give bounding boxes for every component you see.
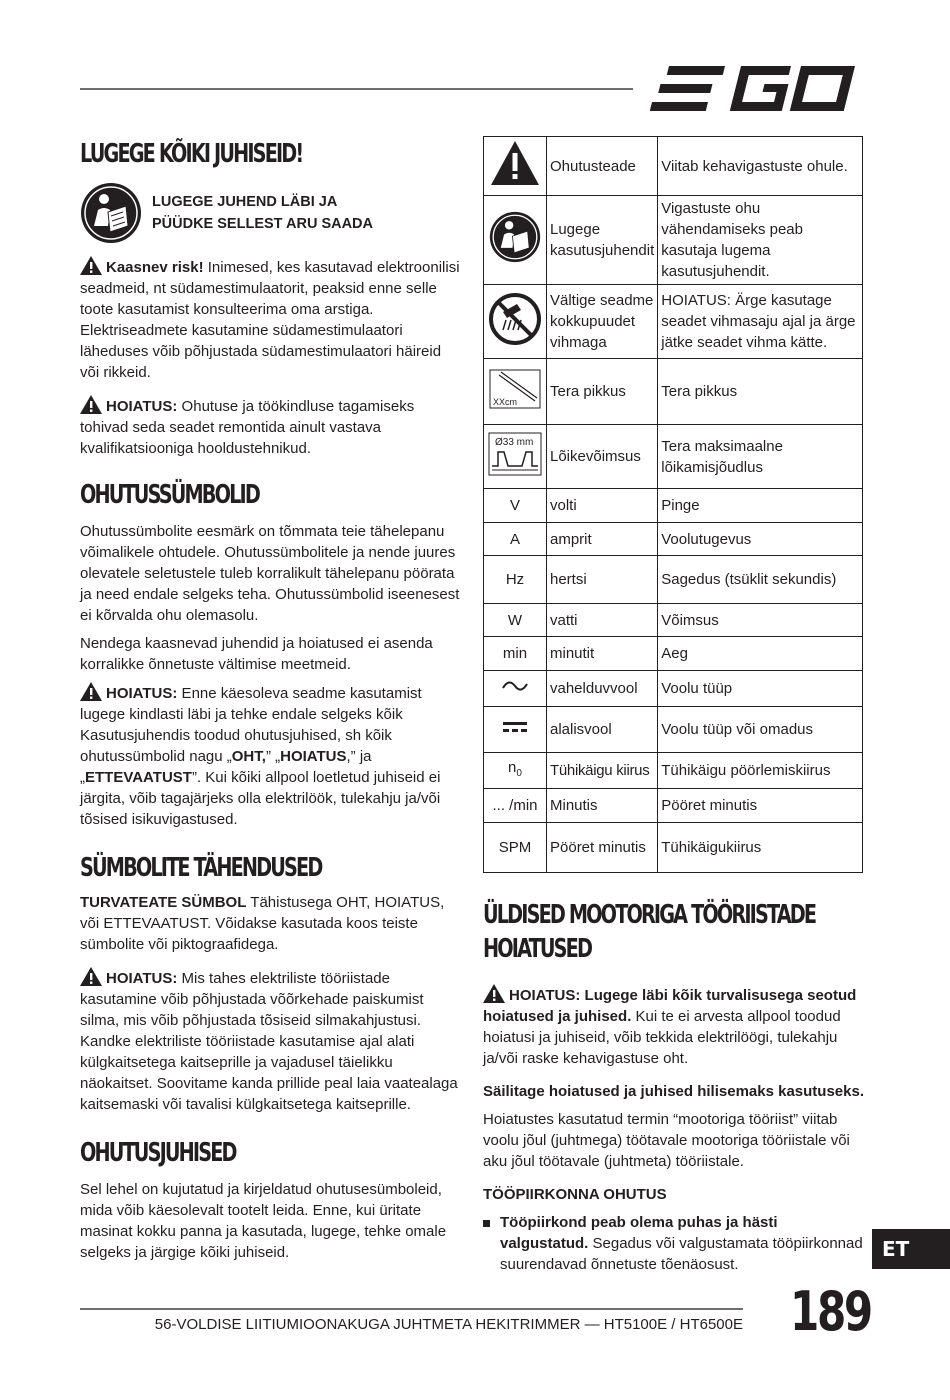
symbol-cell: ... /min [484, 789, 547, 823]
warning-triangle-icon [489, 139, 541, 187]
symbol-desc: Viitab kehavigastuste ohule. [658, 137, 863, 196]
warning-repair-paragraph: HOIATUS: Ohutuse ja töökindluse tagamiseks tohivad seda seadet remontida ainult vastava kvalifikatsiooniga hooldustehnikud. [80, 395, 462, 459]
bullet-square-icon [483, 1220, 490, 1227]
symbol-cell [484, 285, 547, 359]
meaning-paragraph: TURVATEATE SÜMBOL Tähistusega OHT, HOIATUS, või ETTEVAATUST. Võidakse kasutada koos teiste sümbolite või piktograafidega. [80, 894, 445, 953]
term-paragraph: Hoiatustes kasutatud termin “mootoriga tööriist” viitab voolu jõul (juhtmega) töötavale mootoriga tööriistale või aku jõul töötavale (juhtmeta) tööriistale. [483, 1111, 850, 1170]
symbol-desc: Võimsus [658, 604, 863, 637]
symbol-desc: Aeg [658, 637, 863, 671]
symbol-name: volti [547, 489, 658, 523]
table-row [484, 523, 863, 556]
table-row [484, 823, 863, 873]
title-safety-symbols: OHUTUSSÜMBOLID [80, 480, 259, 510]
direct-current-icon [501, 719, 529, 735]
work-area-title: TÖÖPIIRKONNA OHUTUS [483, 1186, 667, 1203]
no-rain-icon [488, 292, 542, 346]
symbol-desc: Voolu tüüp või omadus [658, 707, 863, 753]
symbols-table [483, 136, 863, 873]
symbol-cell [484, 196, 547, 285]
symbol-name: Tera pikkus [547, 359, 658, 425]
symbol-desc: Pinge [658, 489, 863, 523]
table-row [484, 489, 863, 523]
symbol-cell [484, 671, 547, 707]
warning-triangle-icon [80, 256, 102, 275]
symbol-cell [484, 359, 547, 425]
symbol-cell [484, 137, 547, 196]
symbol-desc: Tera pikkus [658, 359, 863, 425]
symbol-desc: HOIATUS: Ärge kasutage seadet vihmasaju ajal ja ärge jätke seadet vihma kätte. [658, 285, 863, 359]
table-row [484, 604, 863, 637]
left-column [80, 138, 462, 1270]
symbol-cell: W [484, 604, 547, 637]
table-row [484, 671, 863, 707]
instructions-paragraph: Sel lehel on kujutatud ja kirjeldatud ohutusesümboleid, mida võib käesolevalt tootelt leida. Enne, kui üritate masinat kokku panna ja kasutada, lugege, tehke omale selgeks ja järgige kõiki juhiseid. [80, 1181, 447, 1261]
symbol-name: Lugege kasutusjuhendit [547, 196, 658, 285]
symbol-desc: Tühikäigu pöörlemiskiirus [658, 753, 863, 789]
warning-triangle-icon [80, 967, 102, 986]
symbol-name: vahelduvvool [547, 671, 658, 707]
cutting-capacity-icon [488, 432, 542, 476]
alternating-current-icon [501, 678, 529, 694]
warning-triangle-icon [80, 682, 102, 701]
symbol-desc: Vigastuste ohu vähendamiseks peab kasutaja lugema kasutusjuhendit. [658, 196, 863, 285]
warning-eyes-paragraph: HOIATUS: Mis tahes elektriliste tööriistade kasutamine võib põhjustada võõrkehade paiskumist silma, mis võib põhjustada tõsiseid silmakahjustusi. Kandke elektriliste tööriistade kasutamise ajal alati külgkaitsetega kaitseprille ja vajadusel täielikku näokaitset. Soovitame kanda prillide peal laia vaatealaga kaitsemaski või tavalisi külgkaitsetega kaitseprille. [80, 967, 462, 1115]
read-manual-row [80, 182, 462, 244]
title-symbol-meanings: SÜMBOLITE TÄHENDUSED [80, 853, 322, 883]
symbol-desc: Tühikäigukiirus [658, 823, 863, 873]
symbol-desc: Pööret minutis [658, 789, 863, 823]
table-row [484, 707, 863, 753]
warning-triangle-icon [483, 984, 505, 1003]
symbol-name: Tühikäigu kiirus [547, 753, 658, 789]
read-manual-icon [489, 211, 541, 263]
symbol-cell [484, 753, 547, 789]
cutting-capacity-symbol-text: Ø33 mm [495, 436, 534, 448]
symbols-paragraph-2: Nendega kaasnevad juhendid ja hoiatused ei asenda korralikke õnnetuste vältimise meetmeid. [80, 635, 433, 673]
warning-triangle-icon [80, 395, 102, 414]
symbol-name: Vältige seadme kokkupuudet vihmaga [547, 285, 658, 359]
symbol-cell: min [484, 637, 547, 671]
symbol-cell [484, 425, 547, 489]
symbol-name: hertsi [547, 556, 658, 604]
warning-read-paragraph: HOIATUS: Enne käesoleva seadme kasutamist lugege kindlasti läbi ja tehke endale selgeks kõik Kasutusjuhendis toodud ohutusjuhised, sh kõik ohutussümbolid nagu „OHT,” „HOIATUS,” ja „ETTEVAATUST”. Kui kõiki allpool loetletud juhiseid ei järgita, võib tagajärjeks olla elektrilöök, tulekahju ja/või tõsised isikuvigastused. [80, 682, 462, 830]
symbol-cell: SPM [484, 823, 547, 873]
table-row [484, 789, 863, 823]
general-warning-paragraph: HOIATUS: Lugege läbi kõik turvalisusega seotud hoiatused ja juhised. Kui te ei arvesta allpool toodud hoiatusi ja juhiseid, võib tekkida elektrilöögi, tulekahju ja/või raske kehavigastuse oht. [483, 984, 865, 1069]
table-row [484, 753, 863, 789]
read-manual-icon [80, 182, 142, 244]
table-row [484, 637, 863, 671]
blade-length-icon [489, 369, 541, 409]
risk-paragraph: Kaasnev risk! Inimesed, kes kasutavad elektroonilisi seadmeid, nt südamestimulaatorit, peaksid enne selle toote kasutamist konsulteerima oma arstiga. Elektriseadmete kasutamine südamestimulaatori läheduses võib põhjustada südamestimulaatori häireid või rikkeid. [80, 256, 462, 383]
read-manual-text: LUGEGE JUHEND LÄBI JA PÜÜDKE SELLEST ARU SAADA [152, 194, 374, 232]
symbol-name: minutit [547, 637, 658, 671]
symbol-name: Pööret minutis [547, 823, 658, 873]
ego-logo [650, 62, 862, 114]
symbol-desc: Tera maksimaalne lõikamisjõudlus [658, 425, 863, 489]
symbol-name: alalisvool [547, 707, 658, 753]
symbol-cell: A [484, 523, 547, 556]
title-general-warnings: ÜLDISED MOOTORIGA TÖÖRIISTADE HOIATUSED [483, 900, 816, 964]
footer-product-text: 56-VOLDISE LIITIUMIOONAKUGA JUHTMETA HEKITRIMMER — HT5100E / HT6500E [154, 1316, 743, 1333]
language-tab: ET [872, 1229, 950, 1269]
symbol-name: amprit [547, 523, 658, 556]
symbol-name: Lõikevõimsus [547, 425, 658, 489]
footer-rule [80, 1308, 743, 1310]
symbol-desc: Sagedus (tsüklit sekundis) [658, 556, 863, 604]
symbols-paragraph-1: Ohutussümbolite eesmärk on tõmmata teie tähelepanu võimalikele ohtudele. Ohutussümbolitele ja nende juures olevatele seletustele tuleb korralikult tähelepanu pöörata ja need endale selgeks teha. Ohutussümbolid iseenesest ei kõrvalda ohu olemasolu. [80, 523, 460, 624]
symbol-desc: Voolutugevus [658, 523, 863, 556]
no-load-speed-symbol: $n_0$ [508, 759, 522, 779]
symbol-desc: Voolu tüüp [658, 671, 863, 707]
right-column [483, 898, 865, 1275]
table-row [484, 196, 863, 285]
title-safety-instructions: OHUTUSJUHISED [80, 1138, 236, 1168]
symbol-name: Minutis [547, 789, 658, 823]
table-row [484, 137, 863, 196]
table-row [484, 425, 863, 489]
list-item: Tööpiirkond peab olema puhas ja hästi valgustatud. Segadus või valgustamata tööpiirkonnad suurendavad õnnetuste tõenäosust. [483, 1212, 865, 1275]
blade-length-symbol-text: XXcm [493, 396, 518, 407]
table-row [484, 359, 863, 425]
page-number: 189 [790, 1280, 871, 1343]
title-read-instructions: LUGEGE KÕIKI JUHISEID! [80, 139, 303, 169]
symbol-name: Ohutusteade [547, 137, 658, 196]
symbol-name: vatti [547, 604, 658, 637]
symbol-cell: V [484, 489, 547, 523]
symbol-cell [484, 707, 547, 753]
symbol-cell: Hz [484, 556, 547, 604]
table-row [484, 285, 863, 359]
keep-instructions-text: Säilitage hoiatused ja juhised hilisemaks kasutuseks. [483, 1083, 864, 1100]
table-row [484, 556, 863, 604]
header-rule [80, 88, 633, 90]
